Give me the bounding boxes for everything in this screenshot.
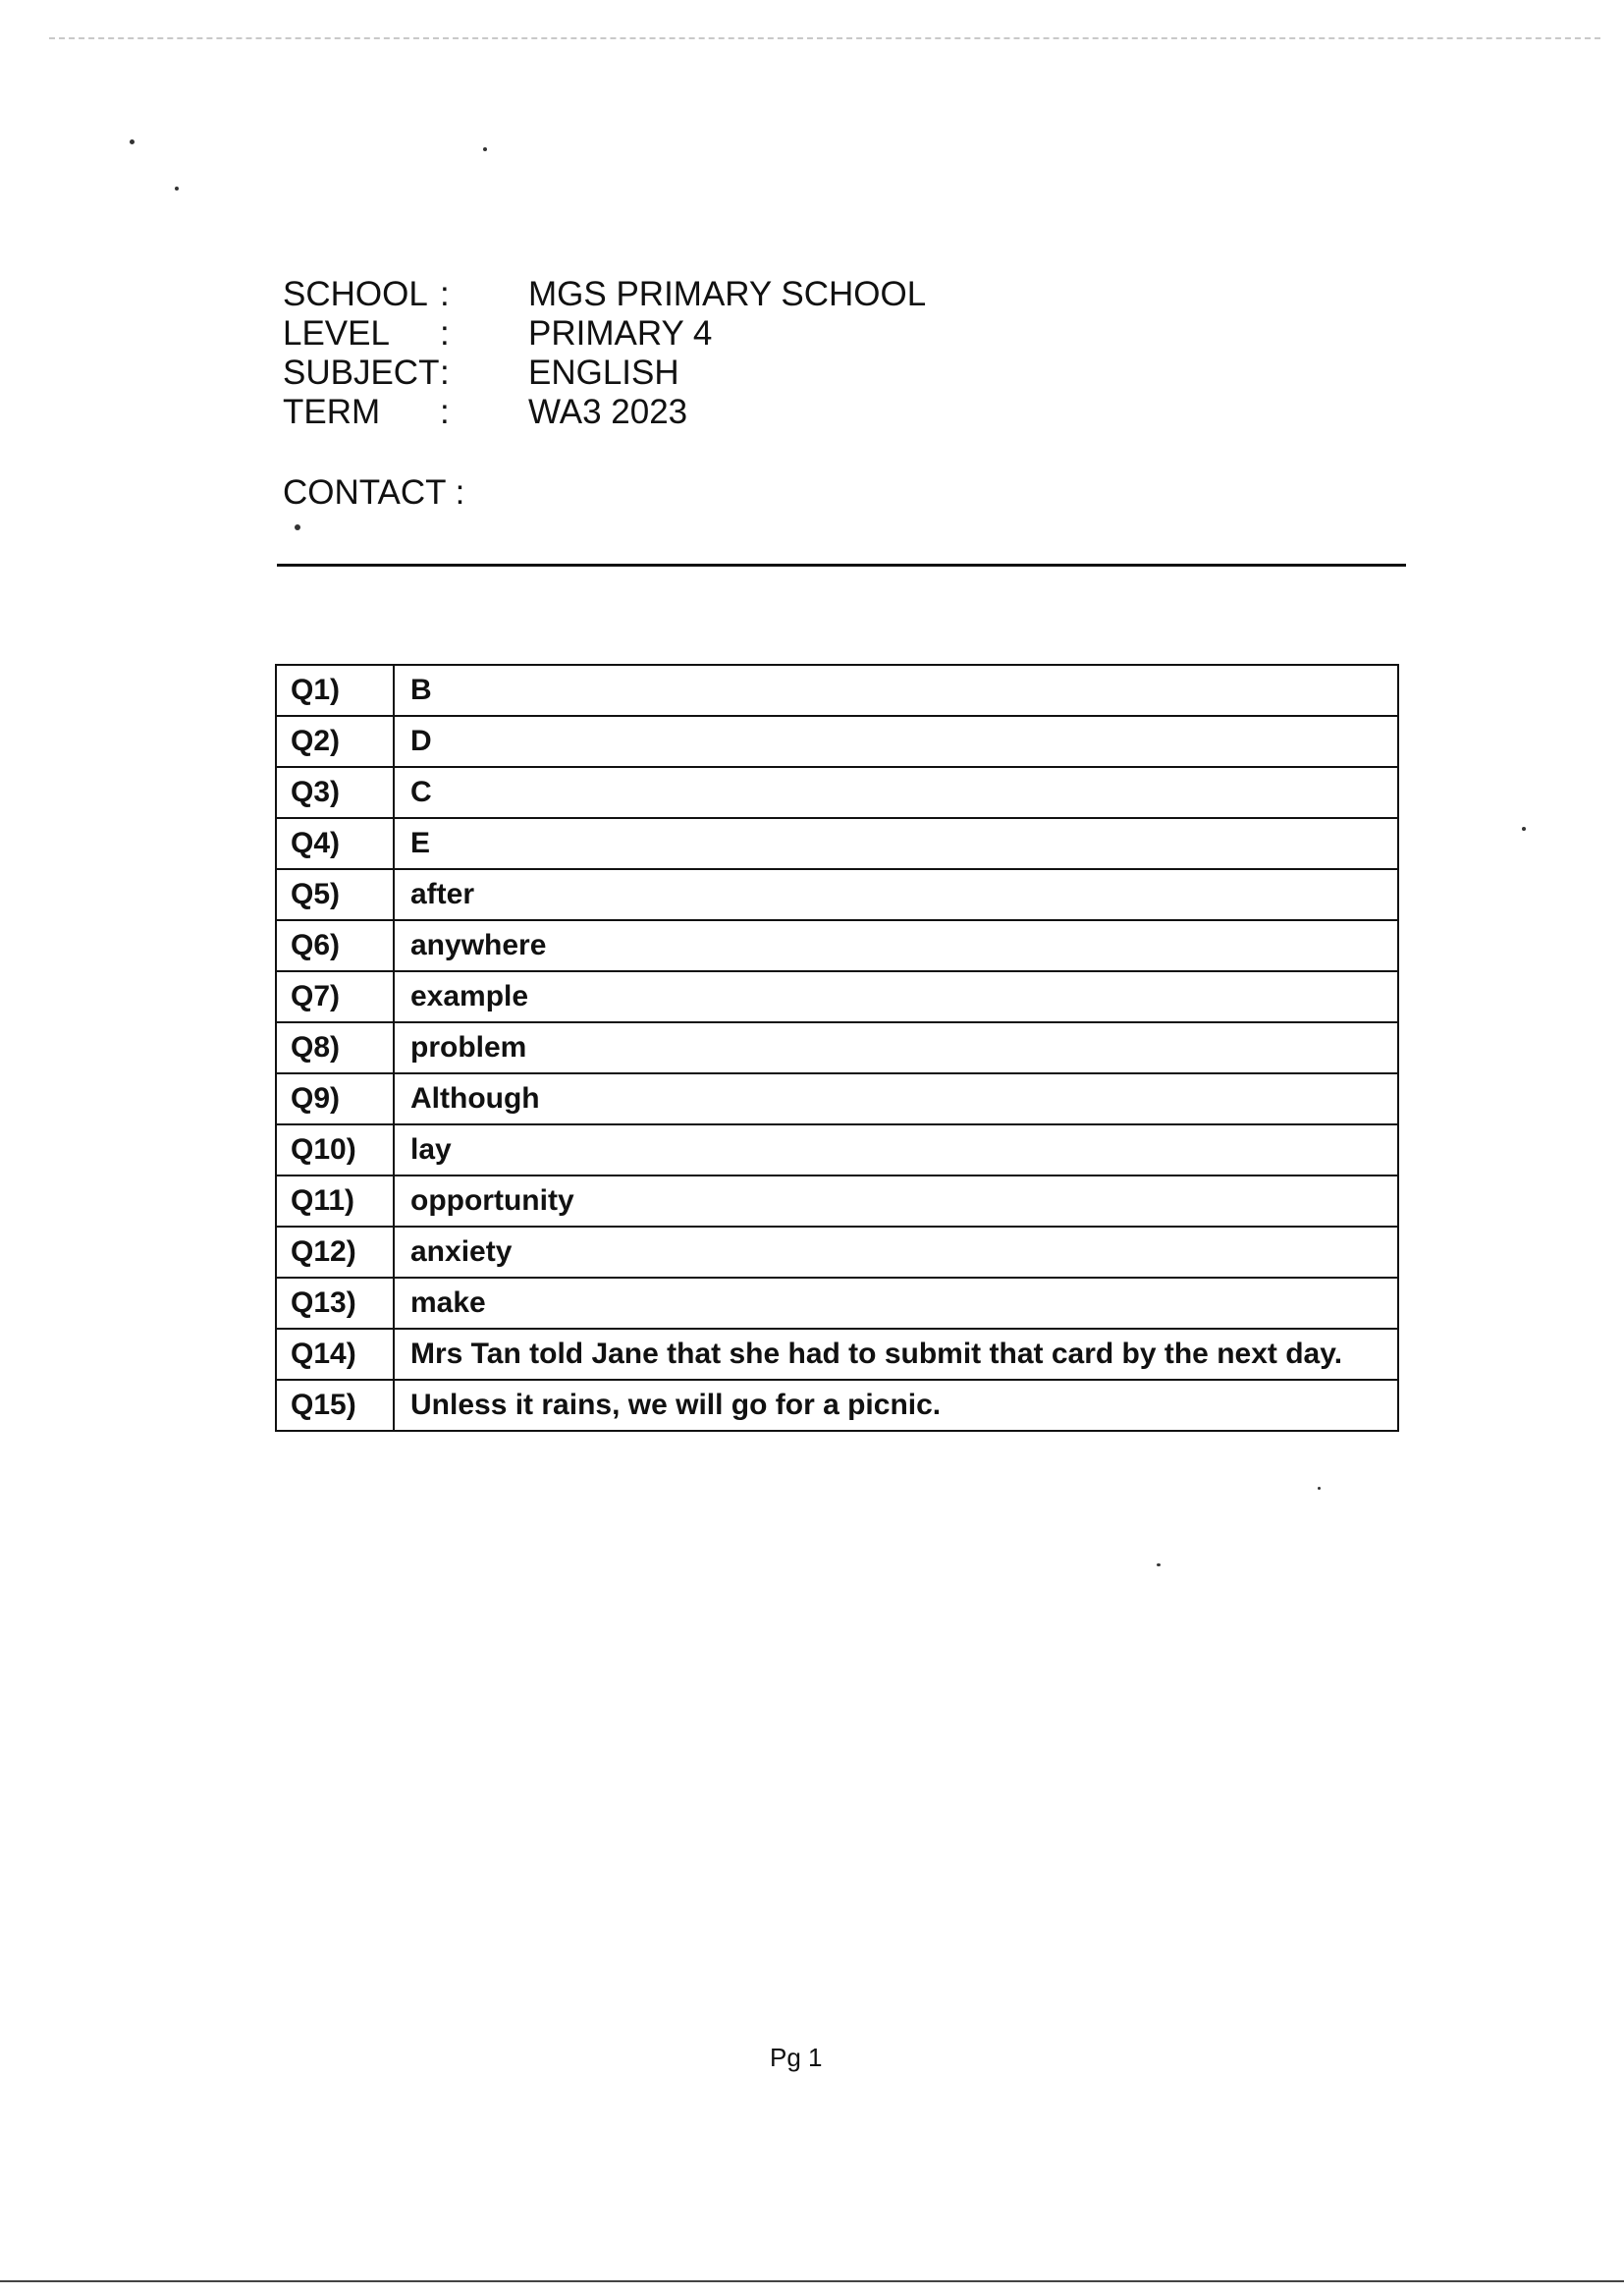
question-number: Q6) bbox=[276, 920, 394, 971]
bottom-scan-edge bbox=[0, 2280, 1624, 2282]
table-row bbox=[276, 1227, 1398, 1278]
header-divider bbox=[277, 564, 1406, 567]
table-row bbox=[276, 1022, 1398, 1073]
header-value: ENGLISH bbox=[528, 354, 679, 392]
header-row-level bbox=[283, 314, 1029, 354]
question-number: Q1) bbox=[276, 665, 394, 716]
answer-cell: problem bbox=[394, 1022, 1398, 1073]
question-number: Q11) bbox=[276, 1175, 394, 1227]
document-header bbox=[283, 275, 1029, 432]
answer-cell: opportunity bbox=[394, 1175, 1398, 1227]
table-row bbox=[276, 818, 1398, 869]
question-number: Q8) bbox=[276, 1022, 394, 1073]
table-row bbox=[276, 665, 1398, 716]
contact-label: CONTACT : bbox=[283, 473, 465, 512]
header-value: MGS PRIMARY SCHOOL bbox=[528, 275, 927, 313]
table-row bbox=[276, 1073, 1398, 1124]
table-row bbox=[276, 1329, 1398, 1380]
answer-cell: C bbox=[394, 767, 1398, 818]
header-row-subject bbox=[283, 354, 1029, 393]
scan-speck bbox=[130, 139, 135, 144]
table-row bbox=[276, 920, 1398, 971]
question-number: Q14) bbox=[276, 1329, 394, 1380]
answer-cell: anywhere bbox=[394, 920, 1398, 971]
header-row-term bbox=[283, 393, 1029, 432]
header-row-school bbox=[283, 275, 1029, 314]
scan-speck bbox=[1318, 1487, 1321, 1490]
answer-cell: Although bbox=[394, 1073, 1398, 1124]
header-value: PRIMARY 4 bbox=[528, 314, 713, 353]
question-number: Q7) bbox=[276, 971, 394, 1022]
answer-cell: E bbox=[394, 818, 1398, 869]
answer-cell: make bbox=[394, 1278, 1398, 1329]
header-key: SUBJECT bbox=[283, 354, 440, 392]
header-colon: : bbox=[440, 393, 450, 431]
contact-bullet bbox=[295, 524, 300, 530]
question-number: Q3) bbox=[276, 767, 394, 818]
answer-cell: B bbox=[394, 665, 1398, 716]
table-row bbox=[276, 971, 1398, 1022]
page-number: Pg 1 bbox=[770, 2043, 823, 2072]
header-colon: : bbox=[440, 275, 450, 313]
table-row bbox=[276, 716, 1398, 767]
question-number: Q2) bbox=[276, 716, 394, 767]
question-number: Q5) bbox=[276, 869, 394, 920]
answer-cell: Unless it rains, we will go for a picnic. bbox=[394, 1380, 1398, 1431]
question-number: Q12) bbox=[276, 1227, 394, 1278]
table-row bbox=[276, 1124, 1398, 1175]
scan-speck bbox=[1522, 827, 1526, 831]
scan-speck bbox=[175, 187, 179, 191]
scan-speck bbox=[483, 147, 487, 151]
table-row bbox=[276, 869, 1398, 920]
answer-table bbox=[275, 664, 1399, 1432]
scan-edge-line bbox=[49, 37, 1600, 39]
question-number: Q13) bbox=[276, 1278, 394, 1329]
question-number: Q15) bbox=[276, 1380, 394, 1431]
header-colon: : bbox=[440, 354, 450, 392]
question-number: Q4) bbox=[276, 818, 394, 869]
answer-cell: example bbox=[394, 971, 1398, 1022]
table-row bbox=[276, 1278, 1398, 1329]
answer-cell: D bbox=[394, 716, 1398, 767]
answer-cell: after bbox=[394, 869, 1398, 920]
table-row bbox=[276, 1380, 1398, 1431]
table-row bbox=[276, 767, 1398, 818]
header-value: WA3 2023 bbox=[528, 393, 688, 431]
table-row bbox=[276, 1175, 1398, 1227]
header-key: SCHOOL bbox=[283, 275, 428, 313]
answer-cell: anxiety bbox=[394, 1227, 1398, 1278]
answer-cell: lay bbox=[394, 1124, 1398, 1175]
header-colon: : bbox=[440, 314, 450, 353]
question-number: Q9) bbox=[276, 1073, 394, 1124]
scan-speck bbox=[1157, 1563, 1161, 1566]
answer-cell: Mrs Tan told Jane that she had to submit that card by the next day. bbox=[394, 1329, 1398, 1380]
header-key: TERM bbox=[283, 393, 381, 431]
header-key: LEVEL bbox=[283, 314, 390, 353]
question-number: Q10) bbox=[276, 1124, 394, 1175]
